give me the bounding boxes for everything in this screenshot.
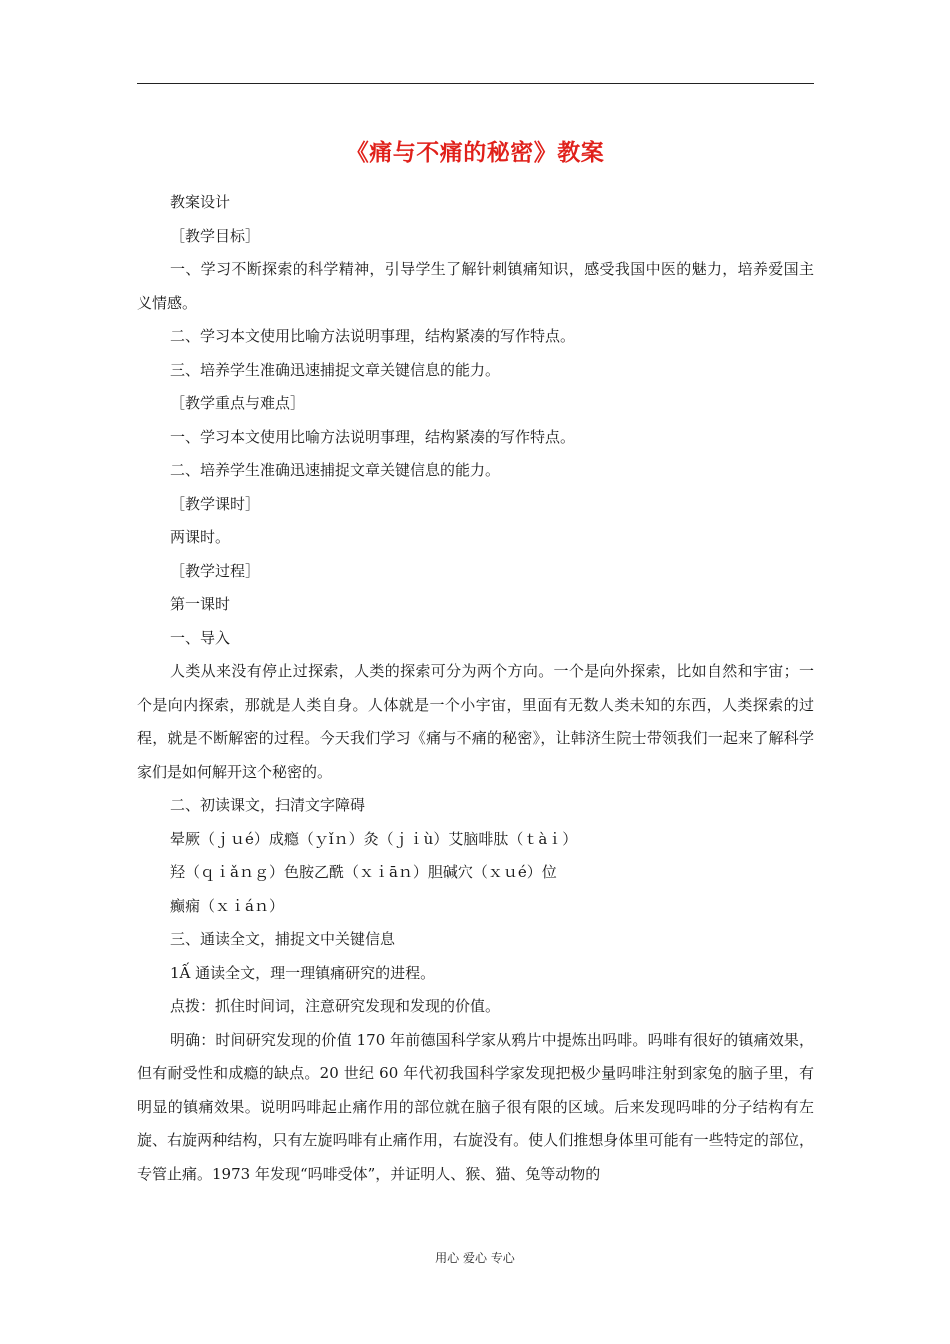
- paragraph: 人类从来没有停止过探索，人类的探索可分为两个方向。一个是向外探索，比如自然和宇宙；一个是向内探索，那就是人类自身。人体就是一个小宇宙，里面有无数人类未知的东西，人类探索的过程，就是不断解密的过程。今天我们学习《痛与不痛的秘密》，让韩济生院士带领我们一起来了解科学家们是如何解开这个秘密的。: [137, 662, 814, 781]
- paragraph: 三、培养学生准确迅速捕捉文章关键信息的能力。: [170, 360, 501, 379]
- paragraph: 点拨：抓住时间词，注意研究发现和发现的价值。: [170, 997, 501, 1015]
- paragraph: ［教学课时］: [170, 494, 261, 513]
- paragraph: 晕厥（ｊｕé）成瘾（ｙǐｎ）灸（ｊｉù）艾脑啡肽（ｔàｉ）: [170, 829, 578, 848]
- paragraph: 羟（ｑｉǎｎｇ）色胺乙酰（ｘｉāｎ）胆碱穴（ｘｕé）位: [170, 863, 557, 881]
- paragraph: 第一课时: [170, 595, 231, 613]
- paragraph: 教案设计: [170, 193, 231, 211]
- paragraph: 一、学习本文使用比喻方法说明事理，结构紧凑的写作特点。: [170, 427, 576, 446]
- paragraph: 癫痫（ｘｉáｎ）: [170, 896, 284, 915]
- paragraph: 1Ấ 通读全文，理一理镇痛研究的进程。: [170, 963, 436, 982]
- document-title: 《痛与不痛的秘密》教案: [345, 140, 605, 166]
- paragraph: 二、培养学生准确迅速捕捉文章关键信息的能力。: [170, 461, 501, 479]
- paragraph: 明确：时间研究发现的价值 170 年前德国科学家从鸦片中提炼出吗啡。吗啡有很好的镇痛效果，但有耐受性和成瘾的缺点。20 世纪 60 年代初我国科学家发现把极少量吗啡注射到家兔的脑子里，有明显的镇痛效果。说明吗啡起止痛作用的部位就在脑子很有限的区域。后来发现吗啡的分子结构有左旋、右旋两种结构，只有左旋吗啡有止痛作用，右旋没有。使人们推想身体里可能有一些特定的部位，专管止痛。1973 年发现“吗啡受体”，并证明人、猴、猫、兔等动物的: [137, 1030, 814, 1183]
- paragraph: 二、学习本文使用比喻方法说明事理，结构紧凑的写作特点。: [170, 327, 576, 345]
- paragraph: 一、学习不断探索的科学精神，引导学生了解针刺镇痛知识，感受我国中医的魅力，培养爱国主义情感。: [137, 260, 814, 312]
- document-body: [137, 186, 814, 1191]
- paragraph: ［教学过程］: [170, 561, 261, 580]
- header-rule: [137, 83, 814, 84]
- page-footer: 用心 爱心 专心: [435, 1251, 515, 1265]
- paragraph: 三、通读全文，捕捉文中关键信息: [170, 930, 396, 948]
- paragraph: ［教学重点与难点］: [170, 394, 306, 412]
- paragraph: ［教学目标］: [170, 226, 261, 245]
- paragraph: 二、初读课文，扫清文字障碍: [170, 796, 366, 814]
- paragraph: 一、导入: [170, 628, 231, 647]
- paragraph: 两课时。: [170, 528, 231, 546]
